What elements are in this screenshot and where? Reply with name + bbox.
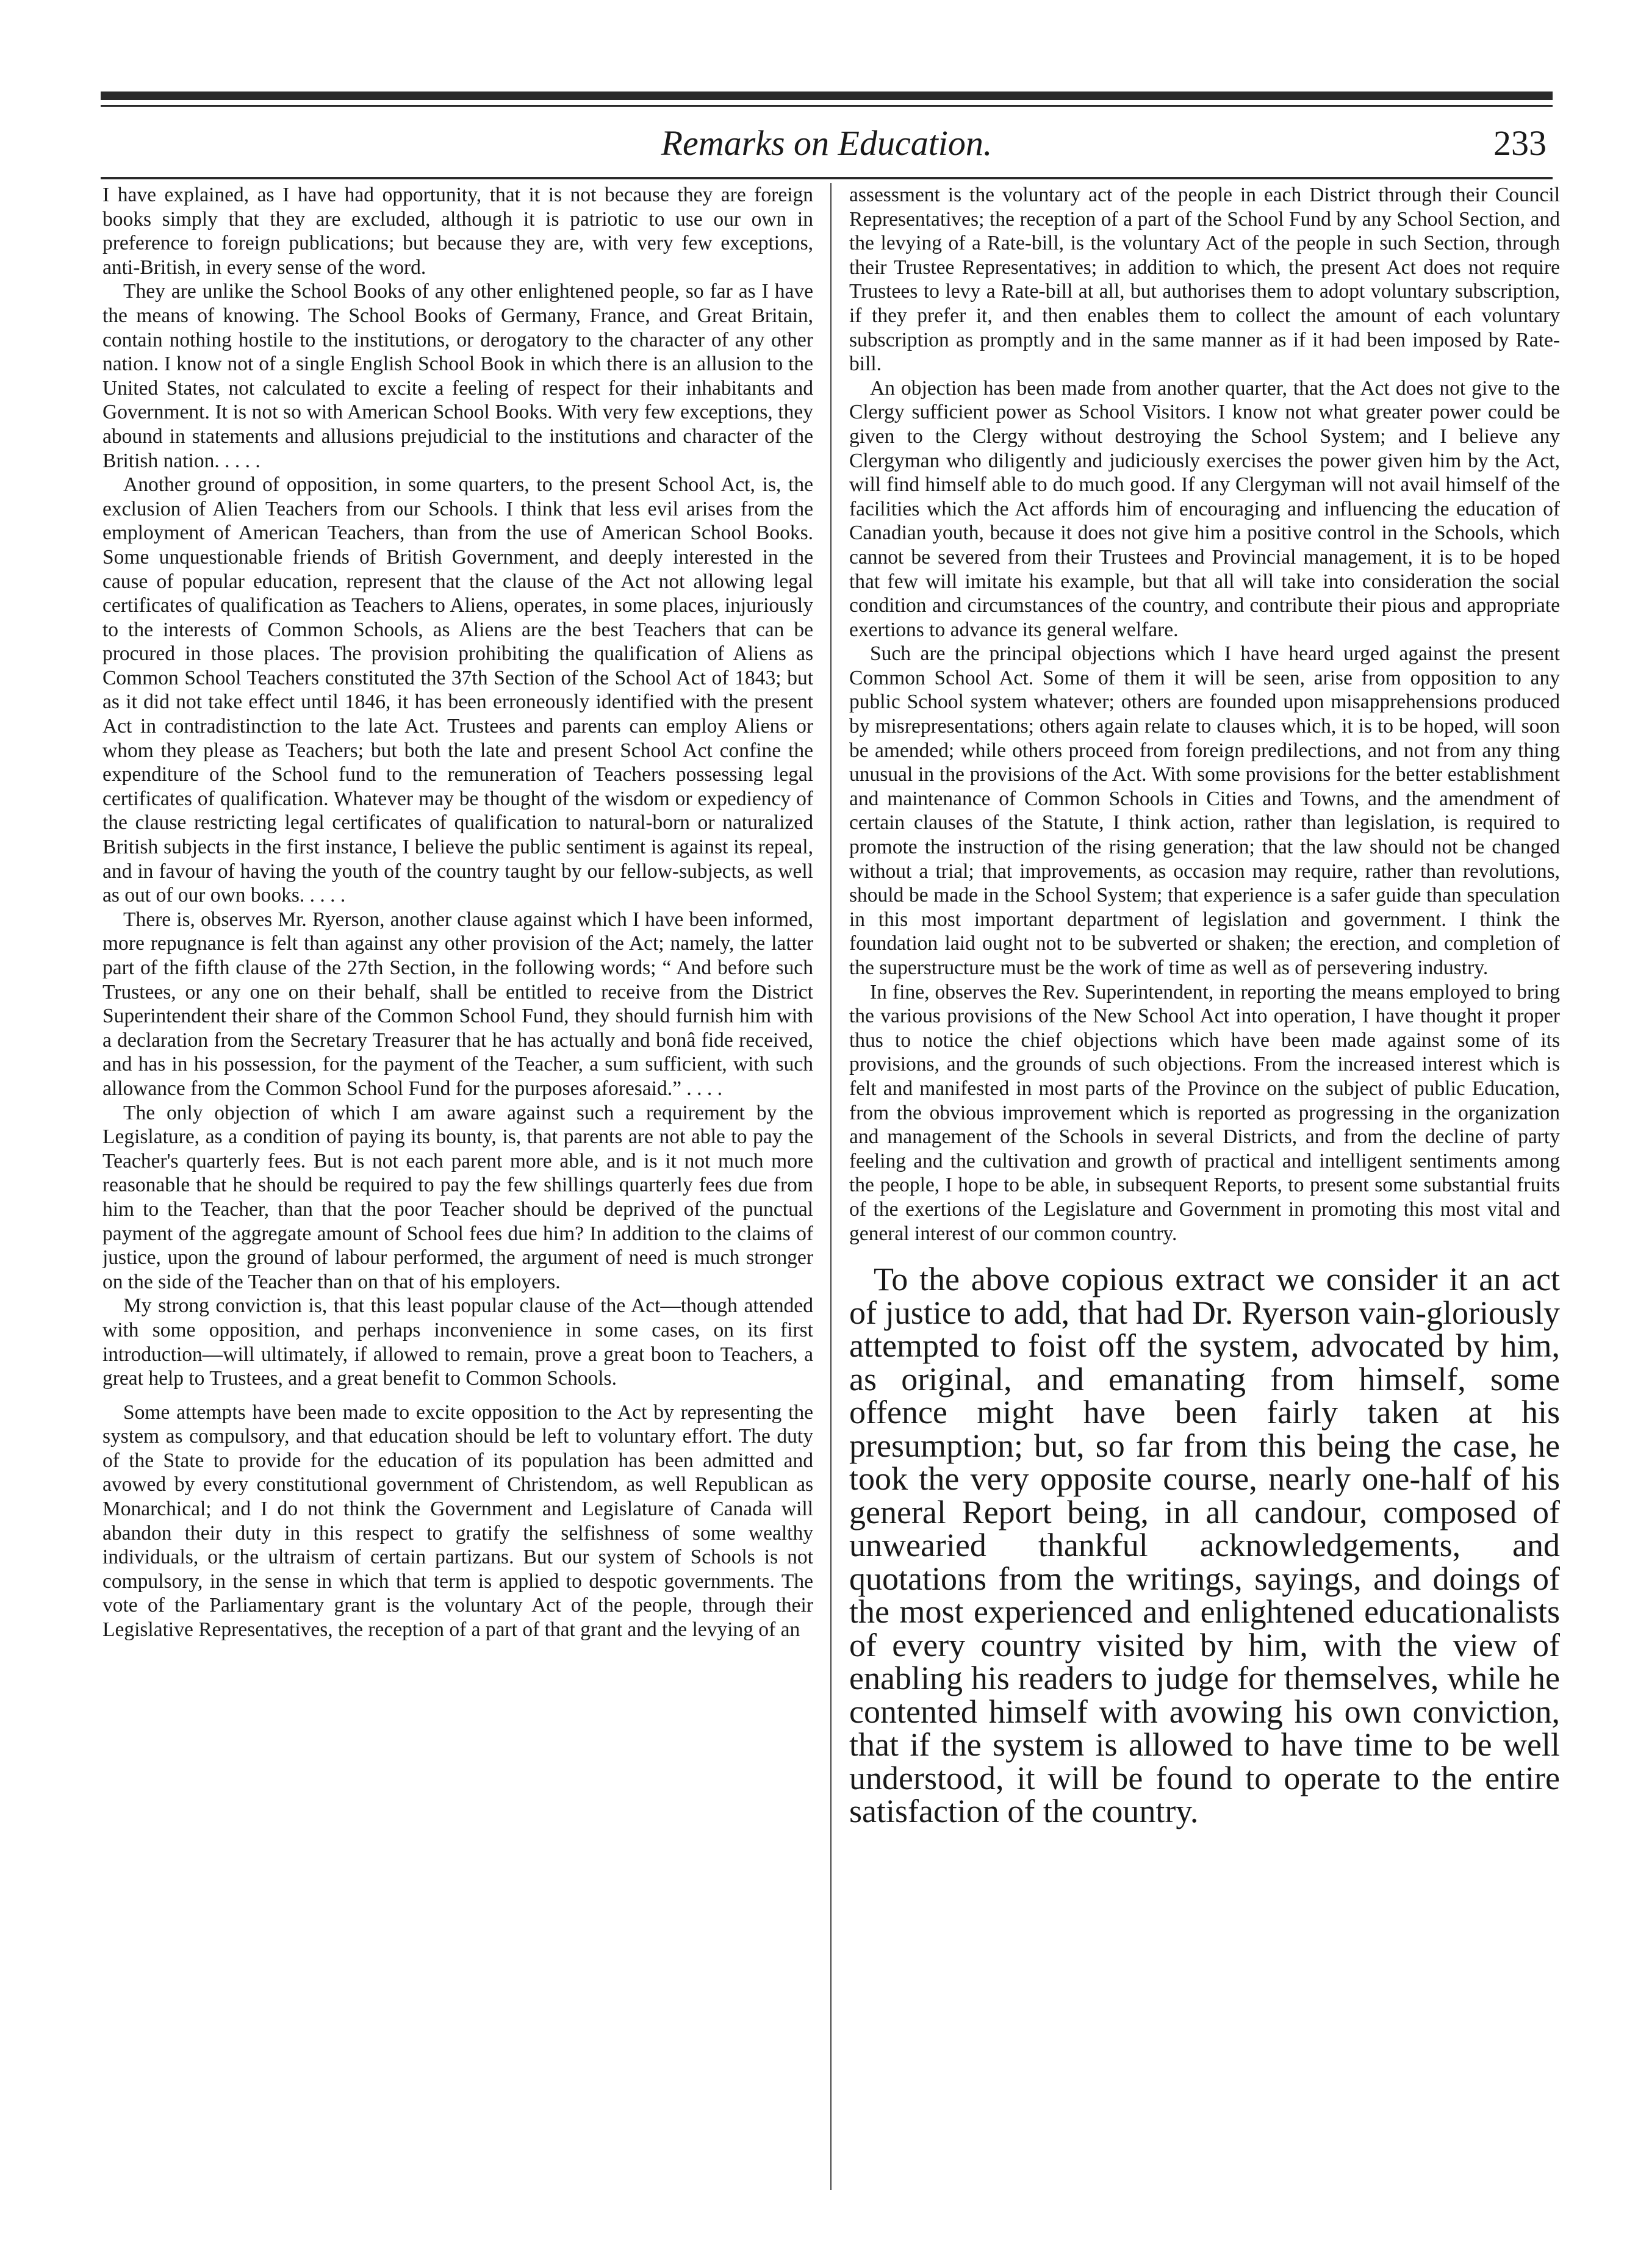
running-title: Remarks on Education. — [661, 123, 993, 163]
paragraph: I have explained, as I have had opportunity, that it is not because they are foreign books simply that they are excluded, although it is patriotic to use our own in preference to foreign publications; but because they are, with very few exceptions, anti-British, in every sense of the word. — [102, 184, 813, 279]
right-column — [849, 183, 1560, 2195]
header-rule — [101, 177, 1553, 179]
paragraph: They are unlike the School Books of any other enlightened people, so far as I have the means of knowing. The School Books of Germany, France, and Great Britain, contain nothing hostile to the institutions, or derogatory to the character of any other nation. I know not of a single English School Book in which there is an allusion to the United States, not calculated to excite a feeling of respect for their inhabitants and Government. It is not so with American School Books. With very few exceptions, they abound in statements and allusions prejudicial to the institutions and character of the British nation. . . . . — [102, 280, 813, 472]
paragraph: assessment is the voluntary act of the people in each District through their Council Representatives; the reception of a part of the School Fund by any School Section, and the levying of a Rate-bill, is the voluntary Act of the people in such Section, through their Trustee Representatives; in addition to which, the present Act does not require Trustees to levy a Rate-bill at all, but authorises them to adopt voluntary subscription, if they prefer it, and then enables them to collect the amount of each voluntary subscription as promptly and in the same manner as if it had been imposed by Rate-bill. — [849, 184, 1560, 376]
paragraph: In fine, observes the Rev. Superintendent, in reporting the means employed to bring the various provisions of the New School Act into operation, I have thought it proper thus to notice the chief objections which have been made against some of its provisions, and the grounds of such objections. From the increased interest which is felt and manifested in most parts of the Province on the subject of public Education, from the obvious improvement which is reported as progressing in the organization and management of the Schools in several Districts, and from the decline of party feeling and the cultivation and growth of practical and intelligent sentiments among the people, I hope to be able, in subsequent Reports, to present some substantial fruits of the exertions of the Legislature and Government in promoting this most vital and general interest of our common country. — [849, 980, 1560, 1245]
page-number: 233 — [1493, 123, 1547, 163]
paragraph: My strong conviction is, that this least popular clause of the Act—though attended with some opposition, and perhaps inconvenience in some cases, on its first introduction—will ultimately, if allowed to remain, prove a great boon to Teachers, a great help to Trustees, and a great benefit to Common Schools. — [102, 1294, 813, 1390]
paragraph: An objection has been made from another quarter, that the Act does not give to the Clergy sufficient power as School Visitors. I know not what greater power could be given to the Clergy without destroying the School System; and I believe any Clergyman who diligently and judiciously exercises the power given him by the Act, will find himself able to do much good. If any Clergyman will not avail himself of the facilities which the Act affords him of encouraging and influencing the education of Canadian youth, because it does not give him a positive control in the Schools, which cannot be severed from their Trustees and Provincial management, it is to be hoped that few will imitate his example, but that all will take into consideration the social condition and circumstances of the country, and contribute their pious and appropriate exertions to advance its general welfare. — [849, 376, 1560, 641]
paragraph: Another ground of opposition, in some quarters, to the present School Act, is, the exclusion of Alien Teachers from our Schools. I think that less evil arises from the employment of American Teachers, than from the use of American School Books. Some unquestionable friends of British Government, and deeply interested in the cause of popular education, represent that the clause of the Act not allowing legal certificates of qualification as Teachers to Aliens, operates, in some places, injuriously to the interests of Common Schools, as Aliens are the best Teachers that can be procured in those places. The provision prohibiting the qualification of Aliens as Common School Teachers constituted the 37th Section of the School Act of 1843; but as it did not take effect until 1846, it has been erroneously identified with the present Act in contradistinction to the late Act. Trustees and parents can employ Aliens or whom they please as Teachers; but both the late and present School Act confine the expenditure of the School fund to the remuneration of Teachers possessing legal certificates of qualification. Whatever may be thought of the wisdom or expediency of the clause restricting legal certificates of qualification to natural-born or naturalized British subjects in the first instance, I believe the public sentiment is against its repeal, and in favour of having the youth of the country taught by our fellow-subjects, as well as out of our own books. . . . . — [102, 473, 813, 907]
top-rule-thin — [101, 105, 1553, 107]
paragraph: Such are the principal objections which I have heard urged against the present Common School Act. Some of them it will be seen, arise from opposition to any public School system whatever; others are founded upon misapprehensions produced by misrepresentations; others again relate to clauses which, it is to be hoped, will soon be amended; while others proceed from foreign predilections, and not from any thing unusual in the provisions of the Act. With some provisions for the better establishment and maintenance of Common Schools in Cities and Towns, and the amendment of certain clauses of the Statute, I think action, rather than legislation, is required to promote the instruction of the rising generation; that the law should not be changed without a trial; that improvements, as occasion may require, rather than revolutions, should be made in the School System; that experience is a safer guide than speculation in this most important department of legislation and government. I think the foundation laid ought not to be subverted or shaken; the erection, and completion of the superstructure must be the work of time as well as of persevering industry. — [849, 642, 1560, 979]
column-divider — [830, 183, 832, 2190]
editorial-paragraph: To the above copious extract we consider it an act of justice to add, that had Dr. Ryerson vain-gloriously attempted to foist off the system, advocated by him, as original, and emanating from himself, some offence might have been fairly taken at his presumption; but, so far from this being the case, he took the very opposite course, nearly one-half of his general Report being, in all candour, composed of unwearied thankful acknowledgements, and quotations from the writings, sayings, and doings of the most experienced and enlightened educationalists of every country visited by him, with the view of enabling his readers to judge for themselves, while he contented himself with avowing his own conviction, that if the system is allowed to have time to be well understood, it will be found to operate to the entire satisfaction of the country. — [849, 1261, 1560, 1830]
paragraph: The only objection of which I am aware against such a requirement by the Legislature, as a condition of paying its bounty, is, that parents are not able to pay the Teacher's quarterly fees. But is not each parent more able, and is it not much more reasonable that he should be required to pay the few shillings quarterly fees due from him to the Teacher, than that the poor Teacher should be deprived of the punctual payment of the aggregate amount of School fees due him? In addition to the claims of justice, upon the ground of labour performed, the argument of need is much stronger on the side of the Teacher than on that of his employers. — [102, 1101, 813, 1293]
top-rule — [101, 92, 1553, 100]
left-column — [102, 183, 813, 2195]
paragraph: Some attempts have been made to excite opposition to the Act by representing the system as compulsory, and that education should be left to voluntary effort. The duty of the State to provide for the education of its population has been admitted and avowed by every constitutional government of Christendom, as well Republican as Monarchical; and I do not think the Government and Legislature of Canada will abandon their duty in this respect to gratify the selfishness of some wealthy individuals, or the ultraism of certain partizans. But our system of Schools is not compulsory, in the sense in which that term is applied to despotic governments. The vote of the Parliamentary grant is the voluntary Act of the people, through their Legislative Representatives, the reception of a part of that grant and the levying of an — [102, 1401, 813, 1642]
page-header — [101, 116, 1553, 171]
paragraph: There is, observes Mr. Ryerson, another clause against which I have been informed, more repugnance is felt than against any other provision of the Act; namely, the latter part of the fifth clause of the 27th Section, in the following words; “ And before such Trustees, or any one on their behalf, shall be entitled to receive from the District Superintendent their share of the Common School Fund, they should furnish him with a declaration from the Secretary Treasurer that he has actually and bonâ fide received, and has in his possession, for the payment of the Teacher, a sum sufficient, with such allowance from the Common School Fund for the purposes aforesaid.” . . . . — [102, 908, 813, 1100]
